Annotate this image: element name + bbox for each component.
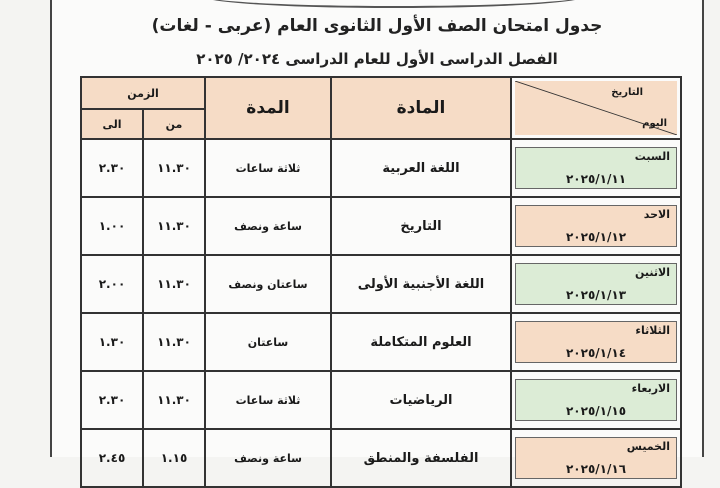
table-row — [81, 139, 681, 197]
table-row — [81, 371, 681, 429]
end-time-cell: ١.٠٠ — [81, 197, 143, 255]
subject-cell: التاريخ — [331, 197, 511, 255]
day-date-cell — [511, 313, 681, 371]
diagonal-header-cell — [515, 81, 677, 135]
table-row — [81, 255, 681, 313]
start-time-cell: ١.١٥ — [143, 429, 205, 487]
day-date-cell — [511, 139, 681, 197]
header-border-arc — [202, 0, 586, 8]
exam-date: ٢٠٢٥/١/١١ — [565, 172, 627, 186]
day-name: السبت — [634, 150, 671, 163]
day-header-label: اليوم — [642, 118, 668, 129]
start-time-cell: ١١.٣٠ — [143, 371, 205, 429]
exam-schedule-table — [80, 76, 682, 488]
day-box — [515, 321, 677, 363]
subject-cell: اللغة العربية — [331, 139, 511, 197]
day-date-cell — [511, 429, 681, 487]
start-time-cell: ١١.٣٠ — [143, 255, 205, 313]
subject-cell: الفلسفة والمنطق — [331, 429, 511, 487]
schedule-title: جدول امتحان الصف الأول الثانوى العام (عربى - لغات) — [151, 16, 603, 36]
day-name: الاحد — [643, 208, 671, 221]
duration-cell: ساعة ونصف — [205, 429, 331, 487]
time-header: الزمن — [81, 77, 205, 109]
day-date-cell — [511, 371, 681, 429]
to-header: الى — [81, 109, 143, 139]
exam-date: ٢٠٢٥/١/١٦ — [565, 462, 627, 476]
day-name: الثلاثاء — [635, 324, 671, 337]
day-box — [515, 379, 677, 421]
duration-cell: ساعتان — [205, 313, 331, 371]
day-box — [515, 147, 677, 189]
schedule-subtitle: الفصل الدراسى الأول للعام الدراسى ٢٠٢٤/ ٢٠٢٥ — [196, 50, 558, 68]
end-time-cell: ٢.٤٥ — [81, 429, 143, 487]
duration-header: المدة — [205, 77, 331, 139]
day-box — [515, 263, 677, 305]
day-date-cell — [511, 197, 681, 255]
end-time-cell: ٢.٣٠ — [81, 139, 143, 197]
from-header: من — [143, 109, 205, 139]
day-box — [515, 205, 677, 247]
duration-cell: ساعة ونصف — [205, 197, 331, 255]
subject-cell: الرياضيات — [331, 371, 511, 429]
day-name: الاربعاء — [631, 382, 671, 395]
table-row — [81, 429, 681, 487]
exam-date: ٢٠٢٥/١/١٥ — [565, 404, 627, 418]
duration-cell: ساعتان ونصف — [205, 255, 331, 313]
day-date-cell — [511, 255, 681, 313]
end-time-cell: ١.٣٠ — [81, 313, 143, 371]
exam-schedule-page — [50, 0, 704, 476]
day-name: الاثنين — [635, 266, 671, 279]
exam-date: ٢٠٢٥/١/١٤ — [565, 346, 627, 360]
day-box — [515, 437, 677, 479]
exam-date: ٢٠٢٥/١/١٢ — [565, 230, 627, 244]
subject-cell: العلوم المتكاملة — [331, 313, 511, 371]
date-day-header — [511, 77, 681, 139]
start-time-cell: ١١.٣٠ — [143, 313, 205, 371]
subject-header: المادة — [331, 77, 511, 139]
table-row — [81, 313, 681, 371]
date-header-label: التاريخ — [611, 87, 644, 98]
start-time-cell: ١١.٣٠ — [143, 139, 205, 197]
end-time-cell: ٢.٠٠ — [81, 255, 143, 313]
table-row — [81, 197, 681, 255]
duration-cell: ثلاثة ساعات — [205, 371, 331, 429]
subject-cell: اللغة الأجنبية الأولى — [331, 255, 511, 313]
duration-cell: ثلاثة ساعات — [205, 139, 331, 197]
end-time-cell: ٢.٣٠ — [81, 371, 143, 429]
exam-date: ٢٠٢٥/١/١٣ — [565, 288, 627, 302]
day-name: الخميس — [626, 440, 671, 453]
start-time-cell: ١١.٣٠ — [143, 197, 205, 255]
